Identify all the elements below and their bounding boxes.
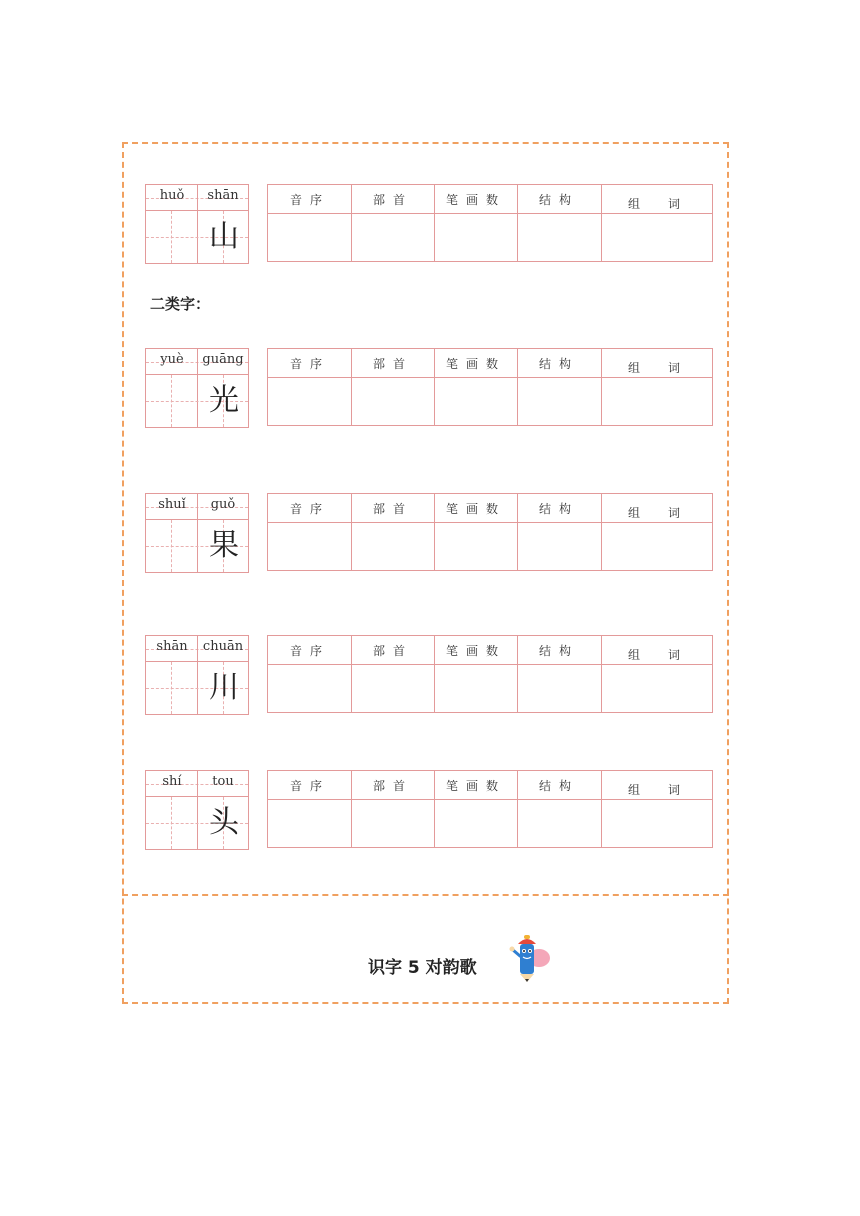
answer-cell[interactable] [601, 378, 711, 424]
table-header-cell: 结构 [538, 644, 579, 658]
answer-cell[interactable] [517, 214, 601, 260]
table-header-cell: 音序 [289, 779, 330, 793]
table-header-cell: 结构 [538, 502, 579, 516]
table-header-cell: 音序 [289, 502, 330, 516]
table-header-cell: 笔画数 [445, 779, 506, 793]
character-info-table [267, 348, 713, 426]
answer-cell[interactable] [601, 800, 711, 846]
pinyin-character-grid [145, 348, 249, 428]
pinyin-row [146, 494, 248, 520]
character-info-table [267, 635, 713, 713]
table-header-cell: 组 词 [627, 648, 688, 662]
pinyin-row [146, 349, 248, 375]
answer-cell[interactable] [517, 665, 601, 711]
answer-cell[interactable] [268, 800, 351, 846]
hanzi-character: 头 [209, 805, 239, 840]
answer-cell[interactable] [434, 665, 517, 711]
pencil-mascot-icon [506, 932, 556, 984]
character-row [0, 770, 860, 854]
pinyin-right: guǒ [210, 497, 236, 512]
table-header-cell: 笔画数 [445, 357, 506, 371]
pinyin-left: shān [156, 639, 188, 654]
table-header-cell: 组 词 [627, 361, 688, 375]
answer-cell[interactable] [517, 800, 601, 846]
pinyin-row [146, 636, 248, 662]
pinyin-left: shí [162, 774, 182, 789]
hanzi-character: 果 [209, 528, 239, 563]
answer-cell[interactable] [268, 214, 351, 260]
character-info-table [267, 770, 713, 848]
pinyin-right: guāng [202, 352, 244, 367]
answer-cell[interactable] [351, 214, 434, 260]
table-header-cell: 组 词 [627, 197, 688, 211]
answer-cell[interactable] [268, 665, 351, 711]
table-header-cell: 音序 [289, 193, 330, 207]
table-header-cell: 笔画数 [445, 644, 506, 658]
table-header-cell: 结构 [538, 357, 579, 371]
character-info-table [267, 493, 713, 571]
character-row [0, 184, 860, 268]
answer-cell[interactable] [601, 523, 711, 569]
hanzi-character: 山 [209, 219, 239, 254]
character-row [0, 635, 860, 719]
answer-cell[interactable] [601, 214, 711, 260]
table-header-cell: 笔画数 [445, 193, 506, 207]
answer-cell[interactable] [351, 665, 434, 711]
pinyin-character-grid [145, 184, 249, 264]
table-header-cell: 结构 [538, 193, 579, 207]
pinyin-left: yuè [160, 352, 184, 367]
hanzi-character: 川 [209, 670, 239, 705]
answer-cell[interactable] [517, 378, 601, 424]
table-header-cell: 部首 [372, 502, 413, 516]
table-header-cell: 部首 [372, 357, 413, 371]
table-header-cell: 部首 [372, 193, 413, 207]
character-info-table [267, 184, 713, 262]
answer-cell[interactable] [351, 800, 434, 846]
section-label: 二类字： [150, 295, 211, 313]
footer-divider [122, 894, 729, 896]
answer-cell[interactable] [434, 378, 517, 424]
tian-zi-grid [146, 797, 248, 849]
pinyin-row [146, 185, 248, 211]
table-header-cell: 部首 [372, 779, 413, 793]
pinyin-right: tou [212, 774, 234, 789]
answer-cell[interactable] [351, 523, 434, 569]
table-header-cell: 组 词 [627, 783, 688, 797]
pinyin-left: shuǐ [158, 497, 186, 512]
table-header-cell: 结构 [538, 779, 579, 793]
tian-zi-grid [146, 375, 248, 427]
table-header-cell: 音序 [289, 357, 330, 371]
table-header-cell: 部首 [372, 644, 413, 658]
answer-cell[interactable] [351, 378, 434, 424]
footer-title: 识字 5 对韵歌 [368, 958, 477, 978]
character-row [0, 348, 860, 432]
pinyin-left: huǒ [159, 188, 185, 203]
answer-cell[interactable] [517, 523, 601, 569]
table-header-cell: 组 词 [627, 506, 688, 520]
pinyin-character-grid [145, 770, 249, 850]
tian-zi-grid [146, 662, 248, 714]
answer-cell[interactable] [268, 378, 351, 424]
table-header-cell: 笔画数 [445, 502, 506, 516]
answer-cell[interactable] [268, 523, 351, 569]
tian-zi-grid [146, 211, 248, 263]
answer-cell[interactable] [601, 665, 711, 711]
pinyin-character-grid [145, 493, 249, 573]
pinyin-right: shān [207, 188, 239, 203]
tian-zi-grid [146, 520, 248, 572]
pinyin-row [146, 771, 248, 797]
table-header-cell: 音序 [289, 644, 330, 658]
answer-cell[interactable] [434, 523, 517, 569]
answer-cell[interactable] [434, 214, 517, 260]
pinyin-right: chuān [202, 639, 244, 654]
answer-cell[interactable] [434, 800, 517, 846]
hanzi-character: 光 [209, 383, 239, 418]
character-row [0, 493, 860, 577]
pinyin-character-grid [145, 635, 249, 715]
